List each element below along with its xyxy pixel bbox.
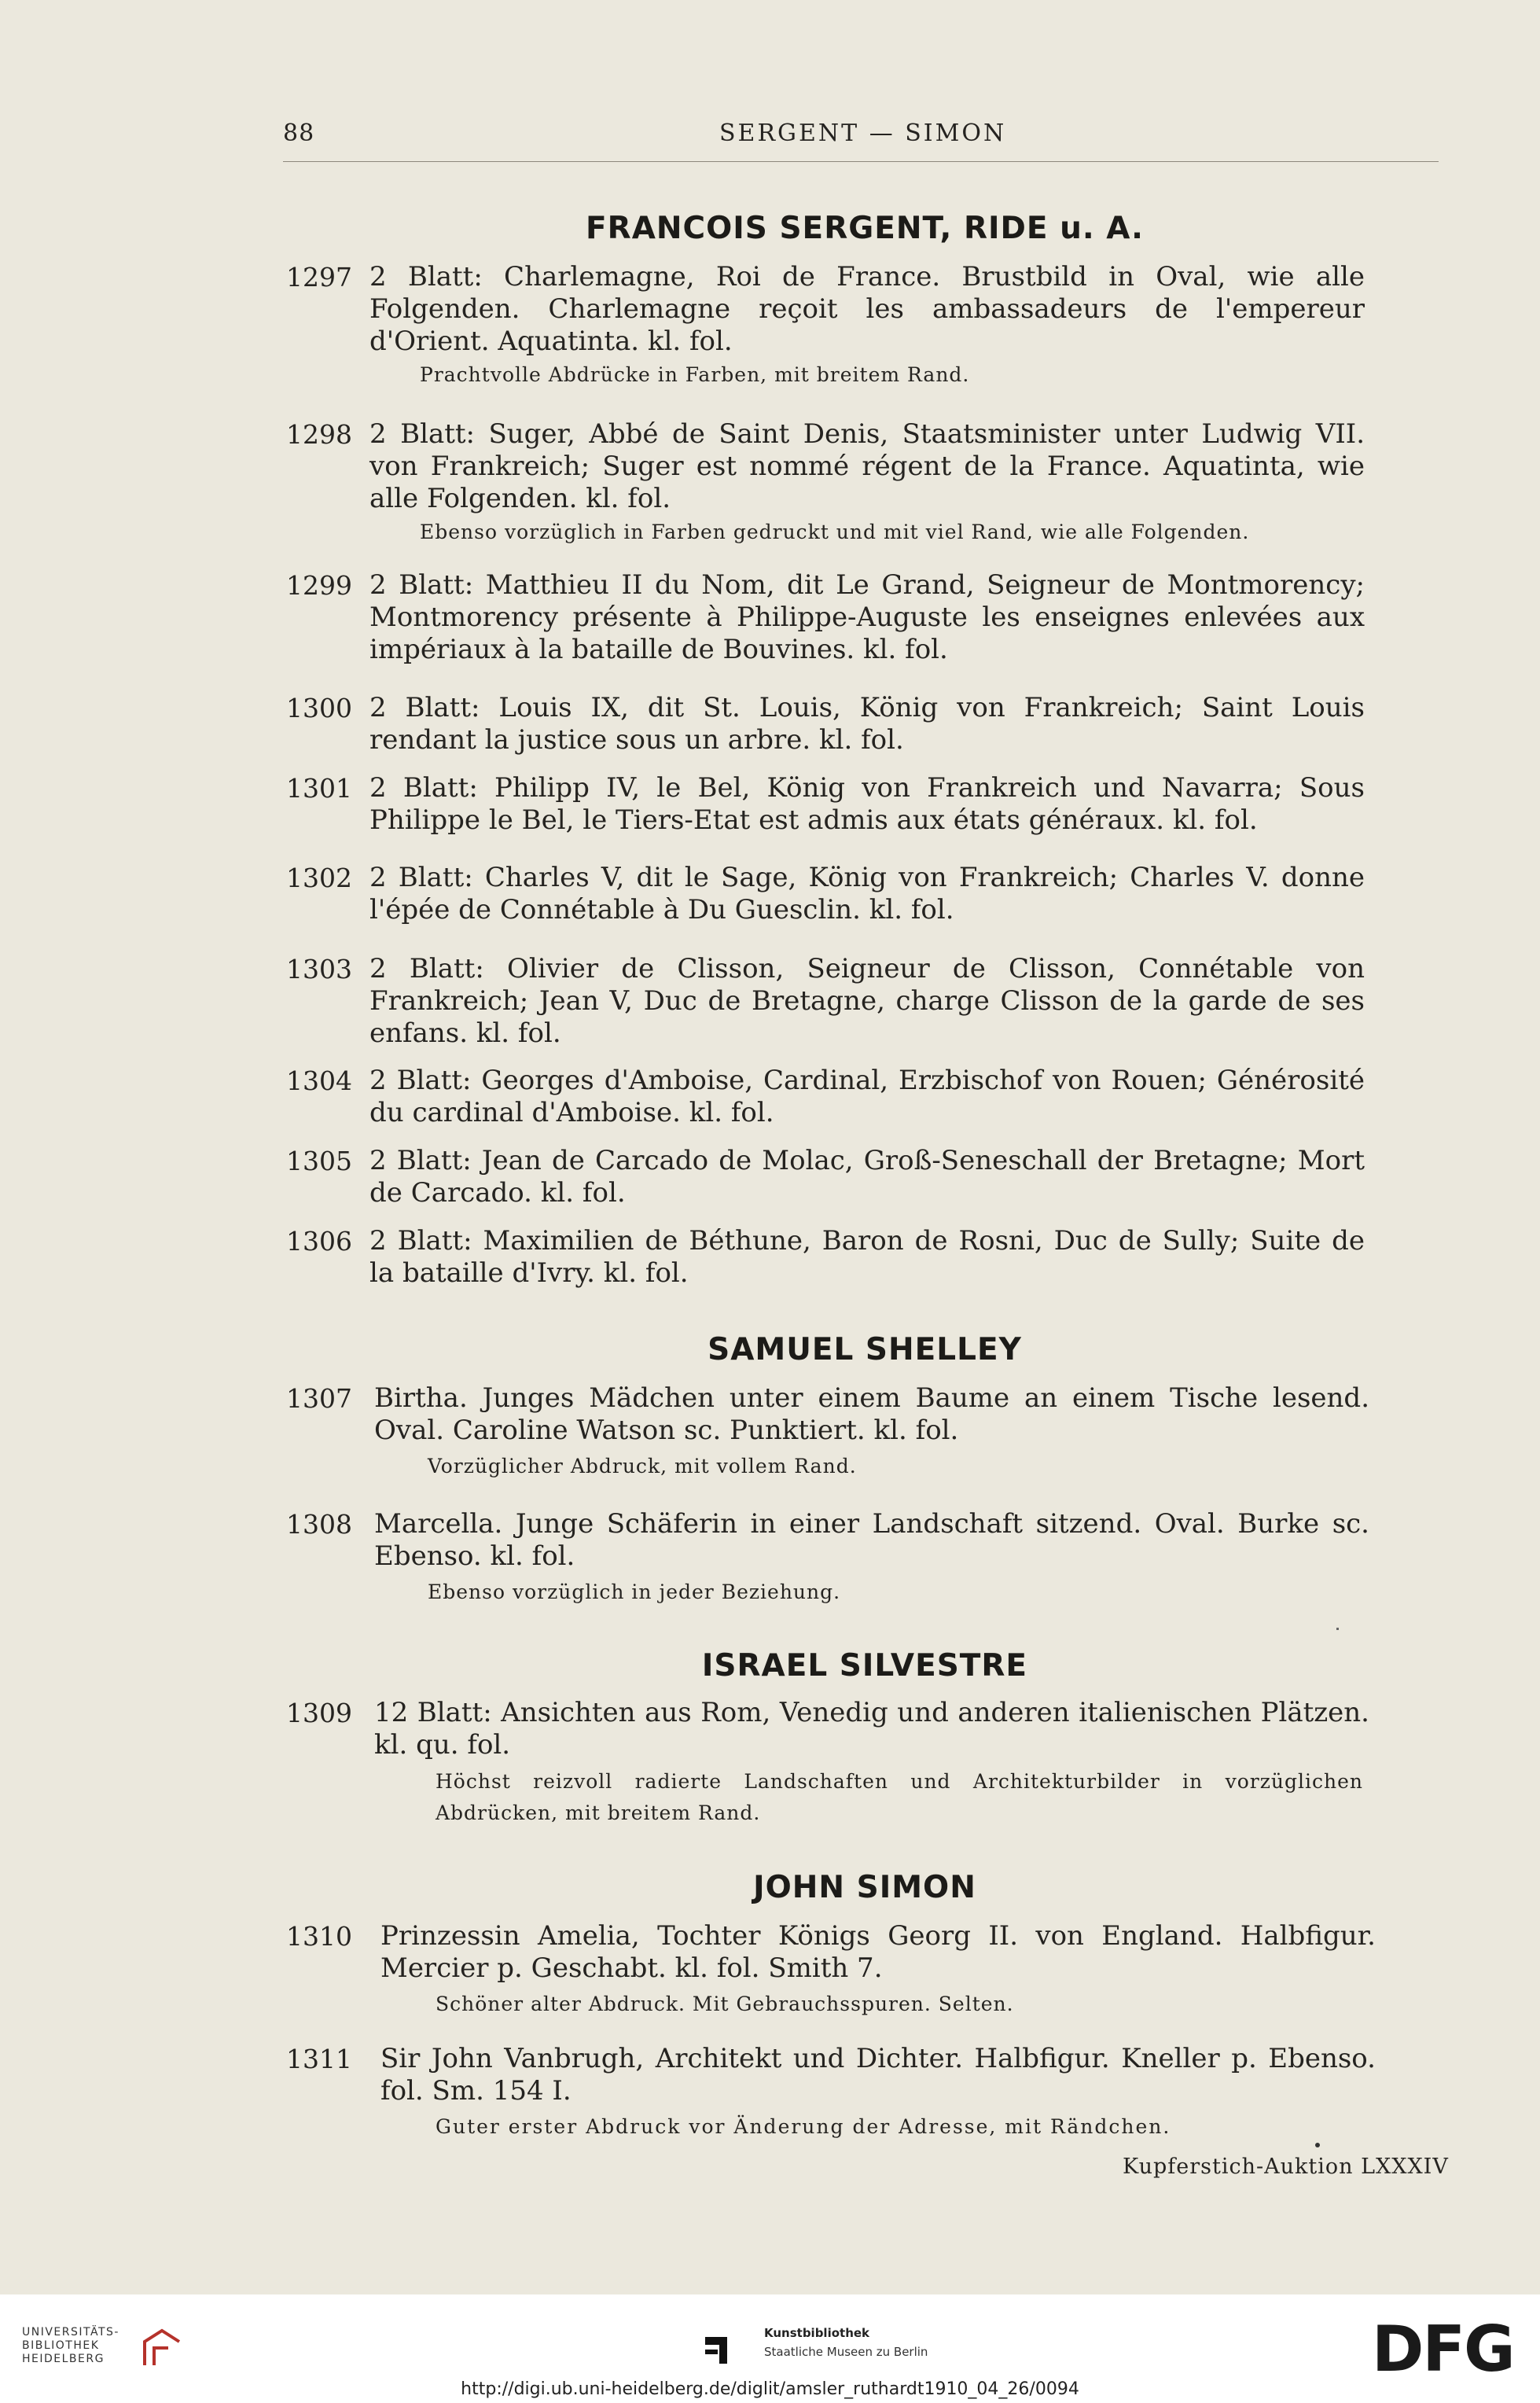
lot-number: 1298 [286, 419, 352, 450]
lot-number: 1311 [286, 2044, 352, 2074]
digitization-footer [0, 2294, 1540, 2403]
permalink[interactable]: http://digi.ub.uni-heidelberg.de/diglit/amsler_ruthardt1910_04_26/0094 [461, 2379, 1079, 2399]
lot-number: 1304 [286, 1065, 352, 1096]
entry-note: Guter erster Abdruck vor Änderung der Adresse, mit Rändchen. [436, 2115, 1171, 2138]
entry-description: 2 Blatt: Maximilien de Béthune, Baron de Rosni, Duc de Sully; Suite de la bataille d'Ivry. kl. fol. [369, 1225, 1365, 1289]
entry-description: Prinzessin Amelia, Tochter Königs Georg II. von England. Halbfigur. Mercier p. Geschabt. kl. fol. Smith 7. [380, 1920, 1376, 1984]
entry-description: 2 Blatt: Philipp IV, le Bel, König von Frankreich und Navarra; Sous Philippe le Bel, le Tiers-Etat est admis aux états généraux. kl. fol. [369, 772, 1365, 836]
entry-description: 2 Blatt: Georges d'Amboise, Cardinal, Erzbischof von Rouen; Générosité du cardinal d'Amboise. kl. fol. [369, 1065, 1365, 1128]
museum-subtitle: Staatliche Museen zu Berlin [764, 2345, 928, 2359]
section-heading: JOHN SIMON [753, 1870, 976, 1905]
library-logo-line: BIBLIOTHEK [22, 2339, 100, 2352]
running-head [283, 120, 1462, 159]
header-rule [283, 161, 1439, 162]
lot-number: 1301 [286, 773, 352, 804]
print-dot [1315, 2143, 1320, 2147]
museum-logo-icon [702, 2326, 740, 2367]
library-logo-text [22, 2326, 119, 2366]
page-number: 88 [283, 120, 315, 147]
lot-number: 1310 [286, 1921, 352, 1952]
lot-number: 1297 [286, 262, 352, 293]
museum-name: Kunstbibliothek [764, 2326, 870, 2340]
signature-mark: Kupferstich-Auktion LXXXIV [1123, 2155, 1449, 2179]
library-logo-icon [138, 2324, 186, 2372]
entry-description: 2 Blatt: Matthieu II du Nom, dit Le Grand, Seigneur de Montmorency; Montmorency présente à Philippe-Auguste les enseignes enlevées aux impériaux à la bataille de Bouvines. kl. fol. [369, 569, 1365, 665]
entry-description: 2 Blatt: Jean de Carcado de Molac, Groß-Seneschall der Bretagne; Mort de Carcado. kl. fol. [369, 1145, 1365, 1209]
entry-description: Sir John Vanbrugh, Architekt und Dichter. Halbfigur. Kneller p. Ebenso. fol. Sm. 154 I. [380, 2043, 1376, 2107]
entry-note: Höchst reizvoll radierte Landschaften und Architekturbilder in vorzüglichen Abdrücken, mit breitem Rand. [436, 1770, 1363, 1824]
entry-note: Vorzüglicher Abdruck, mit vollem Rand. [428, 1455, 857, 1477]
entry-description: 2 Blatt: Suger, Abbé de Saint Denis, Staatsminister unter Ludwig VII. von Frankreich; Suger est nommé régent de la France. Aquatinta, wie alle Folgenden. kl. fol. [369, 418, 1365, 514]
lot-number: 1309 [286, 1698, 352, 1728]
entry-description: Marcella. Junge Schäferin in einer Landschaft sitzend. Oval. Burke sc. Ebenso. kl. fol. [374, 1508, 1369, 1572]
lot-number: 1308 [286, 1509, 352, 1540]
lot-number: 1302 [286, 863, 352, 893]
lot-number: 1303 [286, 954, 352, 984]
lot-number: 1300 [286, 693, 352, 723]
entry-note: Ebenso vorzüglich in Farben gedruckt und mit viel Rand, wie alle Folgenden. [420, 521, 1250, 543]
entry-description: 2 Blatt: Charlemagne, Roi de France. Brustbild in Oval, wie alle Folgenden. Charlemagne reçoit les ambassadeurs de l'empereur d'Orient. Aquatinta. kl. fol. [369, 261, 1365, 357]
entry-description: Birtha. Junges Mädchen unter einem Baume an einem Tische lesend. Oval. Caroline Watson sc. Punktiert. kl. fol. [374, 1382, 1369, 1446]
entry-description: 2 Blatt: Louis IX, dit St. Louis, König von Frankreich; Saint Louis rendant la justice sous un arbre. kl. fol. [369, 692, 1365, 756]
lot-number: 1306 [286, 1226, 352, 1257]
library-logo-line: HEIDELBERG [22, 2353, 105, 2365]
print-speck [1336, 1628, 1339, 1630]
library-logo-line: UNIVERSITÄTS- [22, 2326, 119, 2339]
entry-note: Schöner alter Abdruck. Mit Gebrauchsspuren. Selten. [436, 1993, 1014, 2015]
section-heading: FRANCOIS SERGENT, RIDE u. A. [586, 211, 1144, 246]
lot-number: 1299 [286, 570, 352, 601]
entry-note: Ebenso vorzüglich in jeder Beziehung. [428, 1581, 841, 1603]
section-heading: ISRAEL SILVESTRE [701, 1648, 1028, 1684]
section-heading: SAMUEL SHELLEY [708, 1332, 1022, 1367]
lot-number: 1307 [286, 1383, 352, 1414]
funder-logo: DFG [1372, 2313, 1514, 2386]
entry-note: Prachtvolle Abdrücke in Farben, mit breitem Rand. [420, 363, 970, 386]
entry-description: 12 Blatt: Ansichten aus Rom, Venedig und anderen italienischen Plätzen. kl. qu. fol. [374, 1697, 1369, 1761]
running-title: SERGENT — SIMON [719, 120, 1007, 147]
entry-description: 2 Blatt: Olivier de Clisson, Seigneur de Clisson, Connétable von Frankreich; Jean V, Duc de Bretagne, charge Clisson de la garde de ses enfans. kl. fol. [369, 953, 1365, 1049]
lot-number: 1305 [286, 1146, 352, 1176]
entry-description: 2 Blatt: Charles V, dit le Sage, König von Frankreich; Charles V. donne l'épée de Connétable à Du Guesclin. kl. fol. [369, 862, 1365, 926]
